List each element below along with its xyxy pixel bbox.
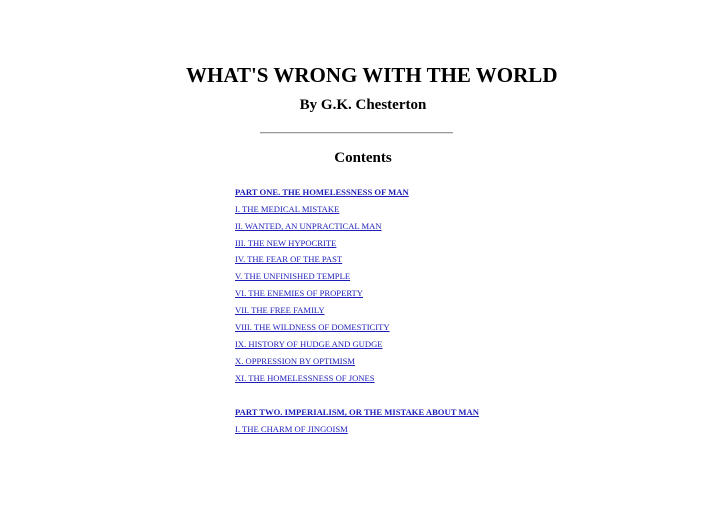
document-title: WHAT'S WRONG WITH THE WORLD <box>186 63 558 87</box>
toc-link-part-one-chapter-4[interactable]: IV. THE FEAR OF THE PAST <box>235 254 343 264</box>
toc-link-part-one-chapter-7[interactable]: VII. THE FREE FAMILY <box>235 305 325 315</box>
toc-link-part-one-chapter-6[interactable]: VI. THE ENEMIES OF PROPERTY <box>235 288 363 298</box>
toc-link-part-one-chapter-11[interactable]: XI. THE HOMELESSNESS OF JONES <box>235 373 375 383</box>
toc-link-part-one-chapter-10[interactable]: X. OPPRESSION BY OPTIMISM <box>235 356 356 366</box>
toc-link-part-one-chapter-5[interactable]: V. THE UNFINISHED TEMPLE <box>235 271 351 281</box>
toc-link-part-one-chapter-3[interactable]: III. THE NEW HYPOCRITE <box>235 238 337 248</box>
toc-link-part-two[interactable]: PART TWO. IMPERIALISM, OR THE MISTAKE ABOUT MAN <box>235 407 479 417</box>
toc-link-part-one-chapter-9[interactable]: IX. HISTORY OF HUDGE AND GUDGE <box>235 339 383 349</box>
toc-link-part-two-chapter-1[interactable]: I. THE CHARM OF JINGOISM <box>235 424 348 434</box>
horizontal-rule <box>260 132 453 134</box>
toc-link-part-one[interactable]: PART ONE. THE HOMELESSNESS OF MAN <box>235 187 409 197</box>
toc-link-part-one-chapter-1[interactable]: I. THE MEDICAL MISTAKE <box>235 204 340 214</box>
toc-link-part-one-chapter-2[interactable]: II. WANTED, AN UNPRACTICAL MAN <box>235 221 382 231</box>
document-author: By G.K. Chesterton <box>299 97 427 113</box>
contents-heading: Contents <box>334 150 392 166</box>
toc-link-part-one-chapter-8[interactable]: VIII. THE WILDNESS OF DOMESTICITY <box>235 322 390 332</box>
